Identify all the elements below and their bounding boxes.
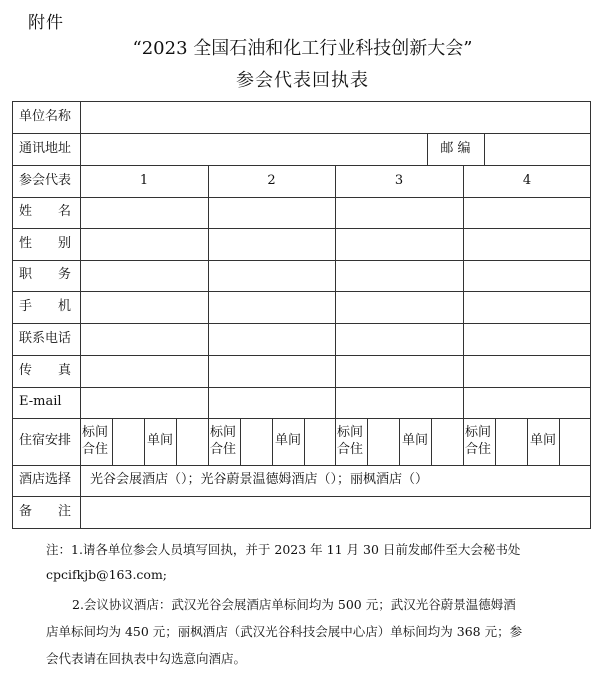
delegate-column-3: 3 (394, 172, 404, 188)
name-input-2[interactable] (208, 197, 335, 228)
unit-name-input[interactable] (80, 101, 591, 133)
fax-input-1[interactable] (80, 355, 208, 387)
mobile-input-2[interactable] (208, 291, 335, 323)
standard-room-text: 标间 (82, 425, 109, 441)
standard-room-text: 标间 (337, 425, 364, 441)
gender-input-4[interactable] (463, 228, 591, 260)
standard-room-count-1[interactable] (112, 418, 144, 465)
position-input-1[interactable] (80, 260, 208, 291)
unit-name-label: 单位名称 (19, 108, 72, 124)
delegate-column-2: 2 (267, 172, 276, 188)
standard-room-text: 标间 (465, 425, 492, 441)
delegate-column-4: 4 (522, 172, 532, 188)
standard-shared-room-label-1 (80, 418, 112, 465)
gender-input-3[interactable] (335, 228, 463, 260)
row-label-name: 姓 名 (19, 204, 72, 220)
email-input-4[interactable] (463, 387, 591, 418)
registration-form-table (12, 101, 591, 529)
row-label-email: E-mail (19, 394, 62, 410)
standard-shared-room-label-2 (208, 418, 240, 465)
standard-room-text: 标间 (210, 425, 237, 441)
remarks-input[interactable] (80, 496, 591, 529)
note-line-5: 会代表请在回执表中勾选意向酒店。 (46, 651, 247, 666)
row-label-position: 职 务 (19, 267, 72, 283)
fax-input-2[interactable] (208, 355, 335, 387)
attachment-label: 附件 (28, 13, 64, 33)
shared-room-text: 合住 (337, 441, 364, 457)
document-title: “2023 全国石油和化工行业科技创新大会” (132, 38, 473, 59)
single-room-label-2: 单间 (274, 433, 301, 449)
fax-input-3[interactable] (335, 355, 463, 387)
mobile-input-3[interactable] (335, 291, 463, 323)
document-subtitle: 参会代表回执表 (236, 70, 369, 91)
name-input-1[interactable] (80, 197, 208, 228)
hotel-options[interactable]: 光谷会展酒店（）；光谷蔚景温德姆酒店（）；丽枫酒店（） (90, 472, 429, 488)
row-label-mobile: 手 机 (19, 298, 72, 314)
shared-room-text: 合住 (210, 441, 237, 457)
remarks-label: 备 注 (19, 504, 72, 520)
fax-input-4[interactable] (463, 355, 591, 387)
shared-room-text: 合住 (465, 441, 492, 457)
name-input-4[interactable] (463, 197, 591, 228)
shared-room-text: 合住 (82, 441, 109, 457)
note-line-2: cpcifkjb@163.com; (46, 567, 168, 582)
single-room-count-2[interactable] (304, 418, 335, 465)
address-input[interactable] (80, 133, 427, 165)
single-room-count-4[interactable] (559, 418, 591, 465)
single-room-label-3: 单间 (401, 433, 428, 449)
phone-input-4[interactable] (463, 323, 591, 355)
row-label-phone: 联系电话 (19, 330, 72, 346)
mobile-input-4[interactable] (463, 291, 591, 323)
address-label: 通讯地址 (19, 140, 72, 156)
gender-input-2[interactable] (208, 228, 335, 260)
phone-input-3[interactable] (335, 323, 463, 355)
standard-shared-room-label-3 (335, 418, 367, 465)
note-line-3: 2.会议协议酒店：武汉光谷会展酒店单标间均为 500 元；武汉光谷蔚景温德姆酒 (72, 597, 516, 612)
mobile-input-1[interactable] (80, 291, 208, 323)
standard-room-count-3[interactable] (367, 418, 399, 465)
row-label-fax: 传 真 (19, 362, 72, 378)
position-input-4[interactable] (463, 260, 591, 291)
postal-code-label: 邮 编 (440, 140, 471, 156)
standard-room-count-2[interactable] (240, 418, 272, 465)
hotel-select-label: 酒店选择 (19, 472, 72, 488)
email-input-3[interactable] (335, 387, 463, 418)
position-input-3[interactable] (335, 260, 463, 291)
single-room-count-3[interactable] (431, 418, 463, 465)
phone-input-1[interactable] (80, 323, 208, 355)
gender-input-1[interactable] (80, 228, 208, 260)
delegate-label: 参会代表 (19, 172, 72, 188)
single-room-label-1: 单间 (146, 433, 173, 449)
single-room-count-1[interactable] (176, 418, 208, 465)
position-input-2[interactable] (208, 260, 335, 291)
single-room-label-4: 单间 (529, 433, 556, 449)
lodging-label: 住宿安排 (19, 433, 72, 449)
standard-room-count-4[interactable] (495, 418, 527, 465)
standard-shared-room-label-4 (463, 418, 495, 465)
email-input-1[interactable] (80, 387, 208, 418)
postal-code-input[interactable] (484, 133, 591, 165)
note-line-1: 注：1.请各单位参会人员填写回执，并于 2023 年 11 月 30 日前发邮件至大会秘书处 (46, 542, 521, 557)
row-label-gender: 性 别 (19, 235, 72, 251)
note-line-4: 店单标间均为 450 元；丽枫酒店（武汉光谷科技会展中心店）单标间均为 368 元；参 (46, 624, 523, 639)
phone-input-2[interactable] (208, 323, 335, 355)
email-input-2[interactable] (208, 387, 335, 418)
name-input-3[interactable] (335, 197, 463, 228)
delegate-column-1: 1 (139, 172, 149, 188)
